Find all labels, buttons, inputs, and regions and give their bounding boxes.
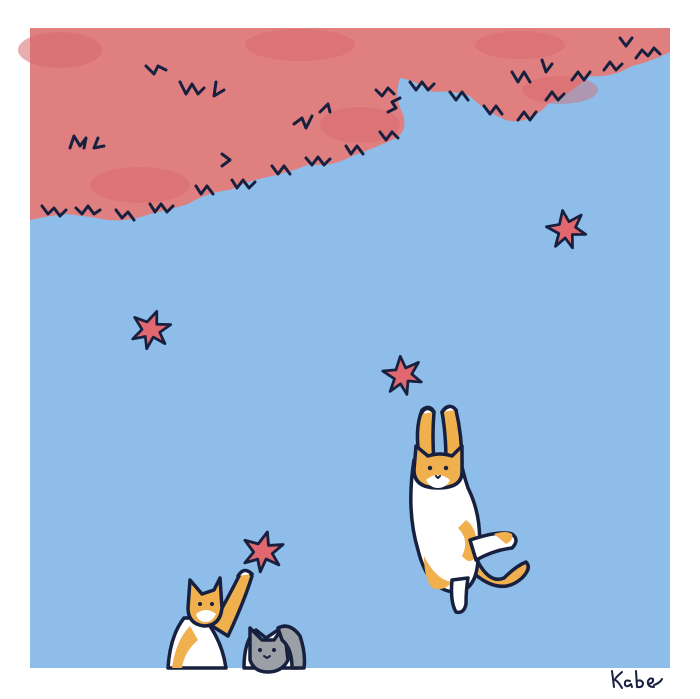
artist-signature bbox=[608, 667, 666, 691]
gray-cat bbox=[244, 626, 305, 672]
